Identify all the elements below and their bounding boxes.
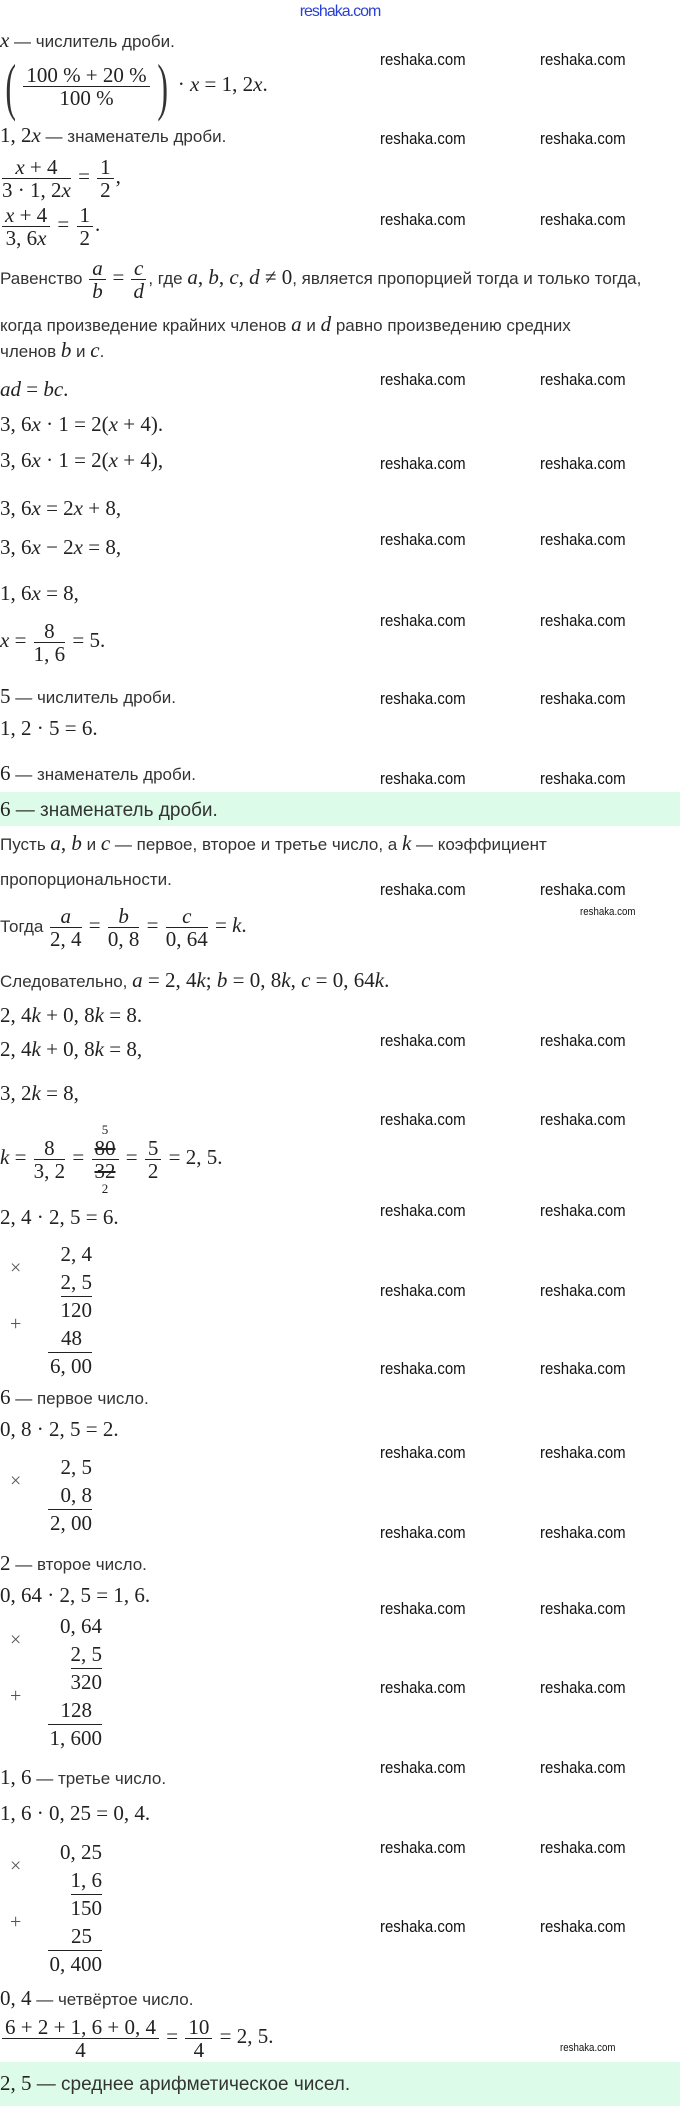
equation-line: 2, 4k + 0, 8k = 8, [0,1037,143,1061]
mean-equation: $\frac{6 + 2 + 1, 6 + 0, 4}{4}$ = $\frac{10}{4}$ = 2, 5. [0,2013,273,2059]
watermark: reshaka.com [540,1031,626,1050]
watermark: reshaka.com [380,370,466,389]
watermark: reshaka.com [540,689,626,708]
watermark: reshaka.com [380,689,466,708]
equation-x-value: x = $\frac{8}{1, 6}$ = 5. [0,618,106,666]
watermark: reshaka.com [380,611,466,630]
equation-line: 3, 2k = 8, [0,1081,79,1105]
watermark: reshaka.com [540,1110,626,1129]
proportion-equation: Тогда $\frac{a}{2, 4}$ = $\frac{b}{0, 8}$ = $\frac{c}{0, 64}$ = k. [0,903,247,951]
equation-line: 2, 4 · 2, 5 = 6. [0,1205,119,1229]
equation-line: 2, 4k + 0, 8k = 8. [0,1003,143,1027]
equation-line: 0, 8 · 2, 5 = 2. [0,1417,119,1441]
answer-1: 6 — знаменатель дроби. [0,797,218,821]
problem-setup-1: Пусть a, b и c — первое, второе и третье число, а k — коэффициент [0,831,547,855]
watermark: reshaka.com [540,1917,626,1936]
equation-line: 3, 6x · 1 = 2(x + 4), [0,448,164,472]
watermark: reshaka.com [380,1758,466,1777]
answer-2: 2, 5 — среднее арифметическое чисел. [0,2071,351,2095]
denominator-note: 1, 2x — знаменатель дроби. [0,123,227,147]
proportion-definition-2: когда произведение крайних членов a и d равно произведению средних [0,312,571,336]
equation-fraction-1: $\frac{x + 4}{3 \cdot 1, 2x}$ = $\frac{1}{2}$ , [2,154,121,202]
watermark: reshaka.com [540,880,626,899]
equation-line: 1, 6 · 0, 25 = 0, 4. [0,1801,151,1825]
column-multiplication-1: × 2, 4 2, 5 120 + 48 6, 00 [10,1242,92,1378]
watermark: reshaka.com [380,880,466,899]
equation-line: 1, 6x = 8, [0,581,79,605]
watermark: reshaka.com [380,1281,466,1300]
column-multiplication-4: × 0, 25 1, 6 150 + 25 0, 400 [10,1840,102,1976]
fourth-number-result: 0, 4 — четвёртое число. [0,1986,194,2010]
watermark: reshaka.com [540,769,626,788]
equation-fraction-2: $\frac{x + 4}{3, 6x}$ = $\frac{1}{2}$ . [0,201,100,247]
equation-line: 3, 6x = 2x + 8, [0,496,122,520]
equation-line: 3, 6x − 2x = 8, [0,535,122,559]
watermark: reshaka.com [380,1201,466,1220]
watermark: reshaka.com [380,1599,466,1618]
watermark: reshaka.com [380,210,466,229]
site-logo[interactable]: reshaka.com [299,3,381,20]
watermark: reshaka.com [380,1110,466,1129]
watermark: reshaka.com [540,129,626,148]
watermark: reshaka.com [540,210,626,229]
watermark: reshaka.com [380,1523,466,1542]
column-multiplication-3: × 0, 64 2, 5 320 + 128 1, 600 [10,1614,102,1750]
watermark: reshaka.com [540,1758,626,1777]
watermark: reshaka.com [540,370,626,389]
watermark: reshaka.com [540,530,626,549]
equation-line: ad = bc. [0,377,69,401]
column-multiplication-2: × 2, 5 0, 8 2, 00 [10,1455,92,1535]
numerator-result: 5 — числитель дроби. [0,684,176,708]
watermark: reshaka.com [380,129,466,148]
watermark: reshaka.com [380,1838,466,1857]
watermark: reshaka.com [380,1678,466,1697]
watermark: reshaka.com [540,1599,626,1618]
watermark: reshaka.com [560,2042,616,2054]
watermark: reshaka.com [540,1523,626,1542]
watermark: reshaka.com [380,454,466,473]
proportion-definition-3: членов b и c. [0,338,105,362]
watermark: reshaka.com [380,1359,466,1378]
first-number-result: 6 — первое число. [0,1385,149,1409]
watermark: reshaka.com [540,1838,626,1857]
watermark: reshaka.com [380,1031,466,1050]
numerator-note: x — числитель дроби. [0,28,175,52]
problem-setup-2: пропорциональности. [0,870,172,889]
watermark: reshaka.com [540,1201,626,1220]
watermark: reshaka.com [380,530,466,549]
denominator-result: 6 — знаменатель дроби. [0,761,196,785]
watermark: reshaka.com [540,1678,626,1697]
watermark: reshaka.com [540,1359,626,1378]
equation-line: 0, 64 · 2, 5 = 1, 6. [0,1583,151,1607]
watermark: reshaka.com [540,454,626,473]
third-number-result: 1, 6 — третье число. [0,1765,167,1789]
watermark: reshaka.com [540,611,626,630]
watermark: reshaka.com [580,906,636,918]
watermark: reshaka.com [380,769,466,788]
watermark: reshaka.com [540,1443,626,1462]
equation-line: 3, 6x · 1 = 2(x + 4). [0,412,164,436]
consequence-line: Следовательно, a = 2, 4k; b = 0, 8k, c = 0, 64k. [0,968,390,992]
watermark: reshaka.com [540,50,626,69]
proportion-definition-1: Равенство $\frac{a}{b}$ = $\frac{c}{d}$ , где a, b, c, d ≠ 0, является пропорцией тогда и только тогда, [0,256,642,304]
equation-k-value: k = $\frac{8}{3, 2}$ = 80 32 5 2 = $\frac{5}{2}$ = 2, 5. [0,1121,223,1196]
equation-line: 1, 2 · 5 = 6. [0,716,98,740]
watermark: reshaka.com [380,1917,466,1936]
second-number-result: 2 — второе число. [0,1551,147,1575]
equation-percent: ( $\frac{100 \% + 20 \%}{100 \%}$ ) · x = 1, 2x. [5,50,268,122]
watermark: reshaka.com [380,1443,466,1462]
watermark: reshaka.com [380,50,466,69]
watermark: reshaka.com [540,1281,626,1300]
